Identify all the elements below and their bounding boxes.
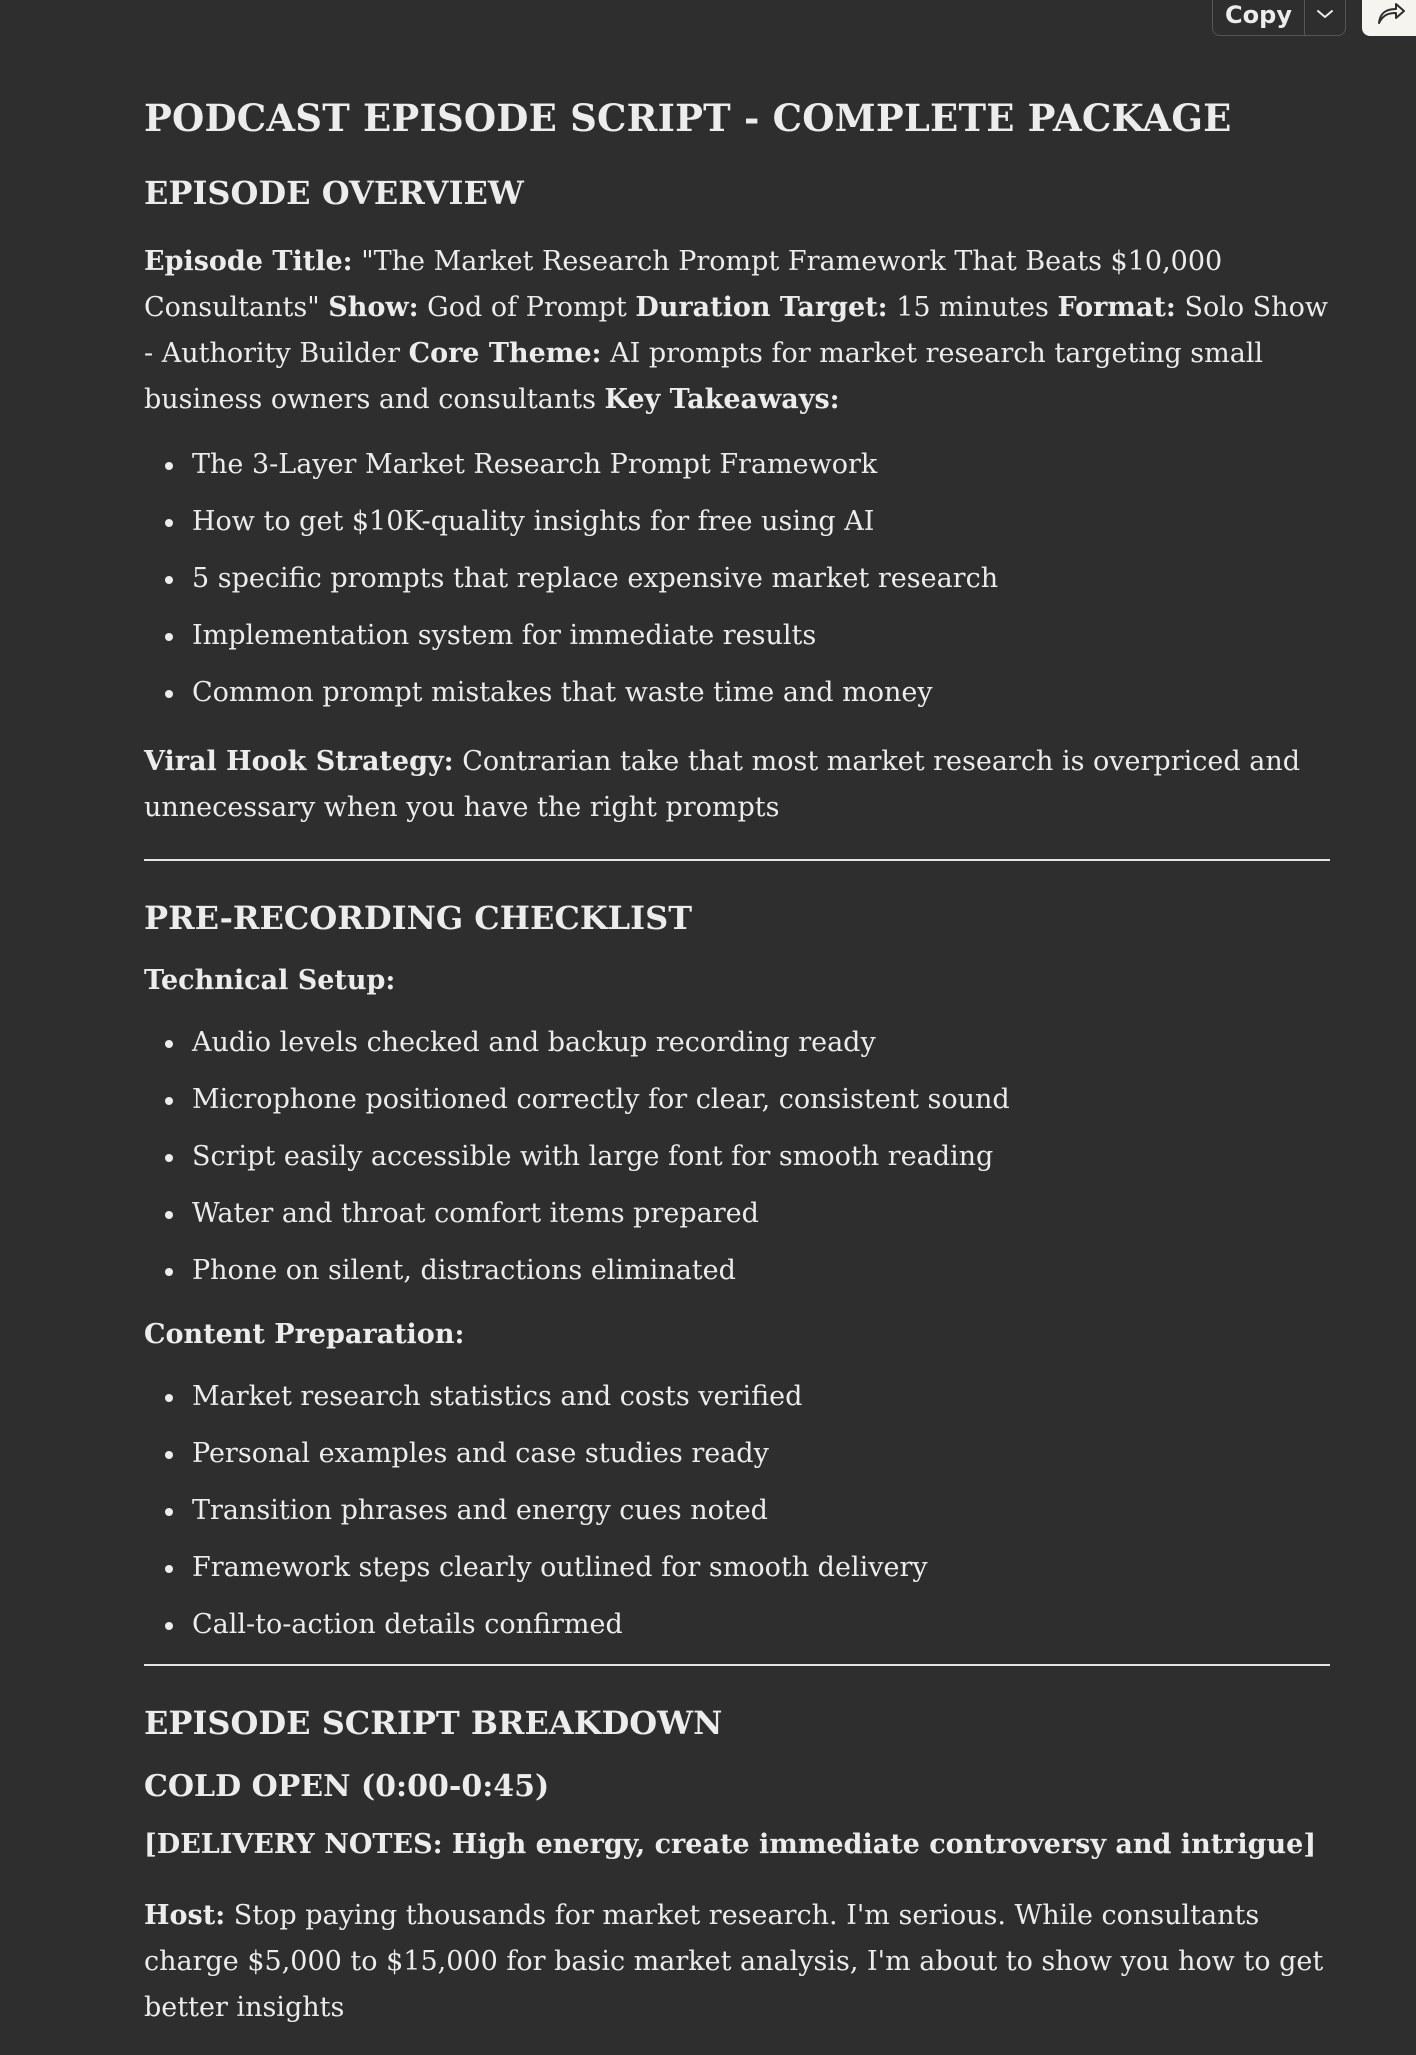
takeaways-list [144, 447, 1330, 711]
content-preparation-list [144, 1379, 1330, 1643]
section-heading-breakdown: EPISODE SCRIPT BREAKDOWN [144, 1704, 723, 1743]
list-item: Common prompt mistakes that waste time and money [192, 675, 1330, 711]
list-item: Transition phrases and energy cues noted [192, 1493, 1330, 1529]
technical-setup-label: Technical Setup: [144, 965, 396, 997]
key-takeaways-label: Key Takeaways: [604, 383, 840, 415]
host-label: Host: [144, 1899, 226, 1931]
core-theme-value: AI prompts for market research targeting small business owners and consultants [144, 337, 1264, 415]
format-label: Format: [1057, 291, 1176, 323]
host-text: Stop paying thousands for market research. I'm serious. While consultants charge $5,000 to $15,000 for basic market analysis, I'm about to show you how to get better insights [144, 1899, 1324, 2023]
list-item: Framework steps clearly outlined for smooth delivery [192, 1550, 1330, 1586]
copy-options-dropdown[interactable] [1305, 0, 1345, 35]
episode-title-label: Episode Title: [144, 245, 353, 277]
list-item: The 3-Layer Market Research Prompt Framework [192, 447, 1330, 483]
list-item: 5 specific prompts that replace expensive market research [192, 561, 1330, 597]
list-item: Audio levels checked and backup recording ready [192, 1025, 1330, 1061]
show-value: God of Prompt [418, 291, 636, 323]
section-divider [144, 1664, 1330, 1666]
duration-value: 15 minutes [887, 291, 1058, 323]
chevron-down-icon [1316, 8, 1334, 20]
delivery-notes: [DELIVERY NOTES: High energy, create immediate controversy and intrigue] [144, 1828, 1317, 1860]
core-theme-label: Core Theme: [408, 337, 602, 369]
document-title: PODCAST EPISODE SCRIPT - COMPLETE PACKAGE [144, 96, 1232, 140]
list-item: Personal examples and case studies ready [192, 1436, 1330, 1472]
content-preparation-label: Content Preparation: [144, 1319, 465, 1351]
viral-hook-value: Contrarian take that most market research is overpriced and unnecessary when you have the right prompts [144, 745, 1300, 823]
copy-button-group [1212, 0, 1346, 36]
list-item: How to get $10K-quality insights for free using AI [192, 504, 1330, 540]
episode-title-value: "The Market Research Prompt Framework That Beats $10,000 Consultants" [144, 245, 1223, 323]
document-body [144, 96, 1330, 2055]
list-item: Script easily accessible with large font for smooth reading [192, 1139, 1330, 1175]
section-divider [144, 859, 1330, 861]
section-heading-overview: EPISODE OVERVIEW [144, 174, 524, 213]
list-item: Call-to-action details confirmed [192, 1607, 1330, 1643]
viral-hook-paragraph [144, 739, 1330, 831]
list-item: Phone on silent, distractions eliminated [192, 1253, 1330, 1289]
share-arrow-icon [1376, 1, 1406, 27]
duration-label: Duration Target: [635, 291, 888, 323]
section-heading-checklist: PRE-RECORDING CHECKLIST [144, 898, 693, 937]
list-item: Water and throat comfort items prepared [192, 1196, 1330, 1232]
cold-open-heading: COLD OPEN (0:00-0:45) [144, 1768, 550, 1804]
host-paragraph [144, 1893, 1330, 2031]
technical-setup-list [144, 1025, 1330, 1289]
share-button[interactable] [1362, 0, 1416, 36]
overview-paragraph [144, 239, 1330, 423]
list-item: Market research statistics and costs verified [192, 1379, 1330, 1415]
show-label: Show: [328, 291, 419, 323]
copy-button[interactable]: Copy [1213, 0, 1305, 35]
list-item: Implementation system for immediate results [192, 618, 1330, 654]
viral-hook-label: Viral Hook Strategy: [144, 745, 454, 777]
format-value: Solo Show - Authority Builder [144, 291, 1328, 369]
list-item: Microphone positioned correctly for clear, consistent sound [192, 1082, 1330, 1118]
